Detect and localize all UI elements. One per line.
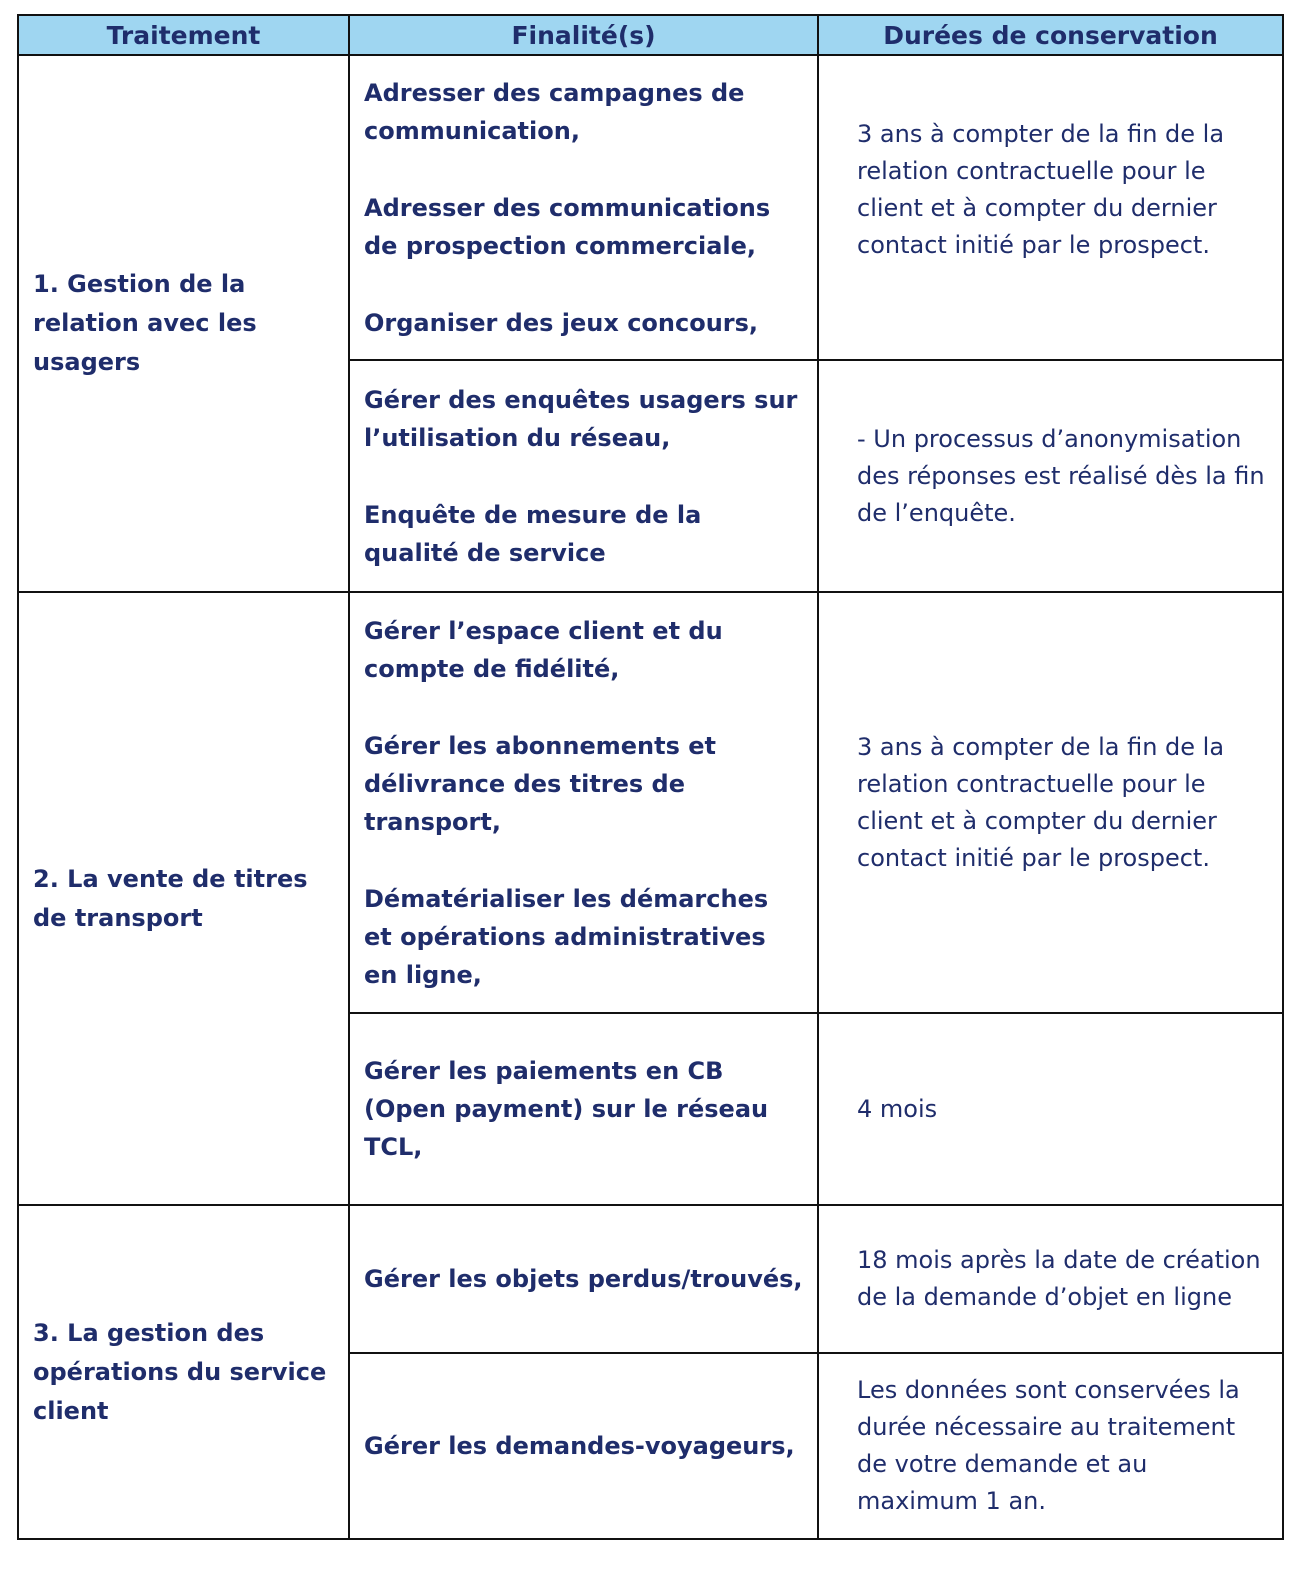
traitement-cell: 1. Gestion de la relation avec les usagers (18, 55, 349, 592)
finalite-item: Dématérialiser les démarches et opérations administratives en ligne, (364, 884, 769, 989)
finalite-item: Enquête de mesure de la qualité de service (364, 500, 702, 567)
finalites-cell (349, 1205, 818, 1353)
finalite-item: Adresser des communications de prospection commerciale, (364, 193, 771, 260)
finalite-item: Gérer l’espace client et du compte de fidélité, (364, 616, 723, 683)
retention-table-page (17, 14, 1282, 1540)
duree-cell: 4 mois (818, 1013, 1283, 1205)
finalite-item: Gérer les objets perdus/trouvés, (364, 1265, 803, 1293)
header-row (18, 15, 1283, 55)
table-row (18, 592, 1283, 1013)
table-row (18, 55, 1283, 360)
finalite-item: Gérer les abonnements et délivrance des titres de transport, (364, 731, 716, 836)
header-finalites: Finalité(s) (349, 15, 818, 55)
finalites-cell (349, 592, 818, 1013)
duree-cell: 3 ans à compter de la fin de la relation contractuelle pour le client et à compter du dernier contact initié par le prospect. (818, 592, 1283, 1013)
duree-cell: 3 ans à compter de la fin de la relation contractuelle pour le client et à compter du dernier contact initié par le prospect. (818, 55, 1283, 360)
duree-cell: - Un processus d’anonymisation des réponses est réalisé dès la fin de l’enquête. (818, 360, 1283, 592)
traitement-cell: 3. La gestion des opérations du service client (18, 1205, 349, 1539)
finalite-item: Gérer les paiements en CB (Open payment) sur le réseau TCL, (364, 1057, 769, 1161)
finalites-cell (349, 55, 818, 360)
duree-cell: Les données sont conservées la durée nécessaire au traitement de votre demande et au maximum 1 an. (818, 1353, 1283, 1539)
finalite-item: Adresser des campagnes de communication, (364, 78, 745, 145)
finalites-cell (349, 1013, 818, 1205)
finalite-item: Organiser des jeux concours, (364, 308, 759, 337)
duree-cell: 18 mois après la date de création de la demande d’objet en ligne (818, 1205, 1283, 1353)
traitement-cell: 2. La vente de titres de transport (18, 592, 349, 1205)
header-durees: Durées de conservation (818, 15, 1283, 55)
finalites-cell (349, 1353, 818, 1539)
finalites-cell (349, 360, 818, 592)
finalite-item: Gérer des enquêtes usagers sur l’utilisation du réseau, (364, 385, 798, 452)
header-traitement: Traitement (18, 15, 349, 55)
retention-table (17, 14, 1284, 1540)
table-row (18, 1205, 1283, 1353)
finalite-item: Gérer les demandes-voyageurs, (364, 1432, 795, 1460)
